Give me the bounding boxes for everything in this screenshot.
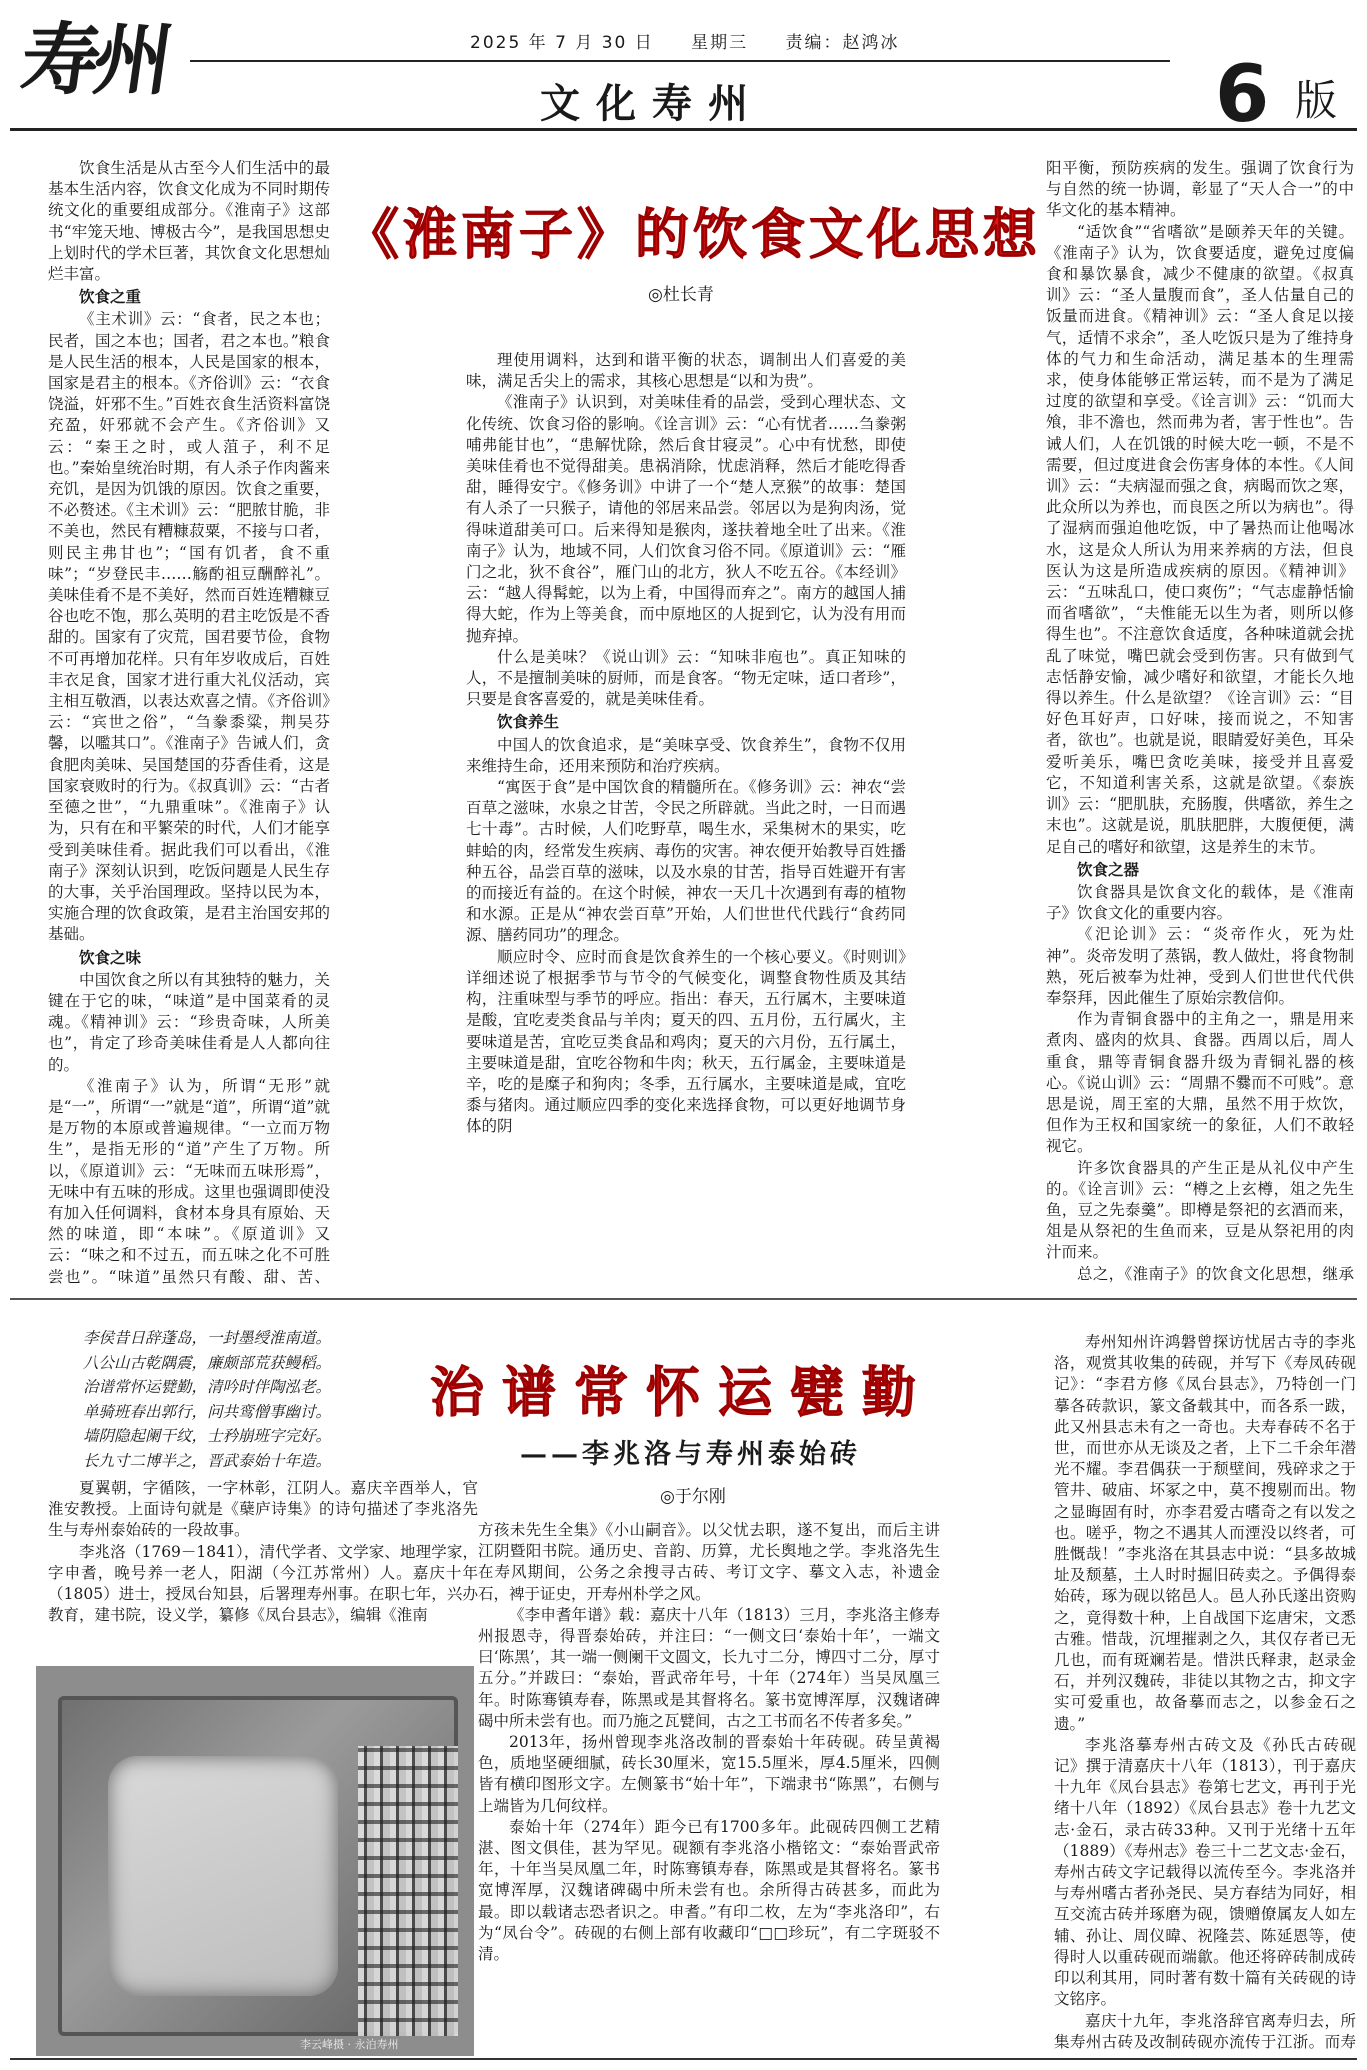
poem-line: 长九寸二博半之，晋武泰始十年造。 <box>83 1451 332 1470</box>
article1-byline: ◎杜长青 <box>648 285 714 305</box>
paragraph: 总之，《淮南子》的饮食文化思想，继承 <box>1077 1264 1354 1283</box>
page-unit: 版 <box>1295 76 1338 125</box>
paragraph: 什么是美味？《说山训》云：“知味非庖也”。真正知味的人，不是擅制美味的厨师，而是食客。“物无定味，适口者珍”，只要是食客喜爱的，就是美味佳肴。 <box>466 647 906 709</box>
article2-title: 治谱常怀运甓勤 <box>430 1360 934 1424</box>
paragraph: 《李申耆年谱》载：嘉庆十八年（1813）三月，李兆洛主修寿州报恩寺，得晋泰始砖，并注曰：“一侧文曰‘泰始十年’，一端文曰‘陈黑’，其一端一侧阑干文圆文，长九寸二分，博四寸二分，厚寸五分。”并跋曰：“泰始，晋武帝年号，十年（274年）当吴凤凰三年。时陈骞镇寿春，陈黑或是其督将名。篆书宽博浑厚，汉魏诸碑碣中所未尝有也。而乃施之瓦甓间，古之工书而名不传者多矣。” <box>478 1605 940 1730</box>
article2-byline: ◎于尔刚 <box>660 1487 726 1507</box>
poem-line: 墙阴隐起阑干纹，士矜崩班字完好。 <box>83 1427 332 1445</box>
article1-column-1 <box>48 158 330 1286</box>
paragraph: 饮食生活是从古至今人们生活中的最基本生活内容，饮食文化成为不同时期传统文化的重要组成部分。《淮南子》这部书“牢笼天地、博极古今”，是我国思想史上划时代的学术巨著，其饮食文化思想灿烂丰富。 <box>48 159 330 284</box>
subheading: 饮食之重 <box>79 288 142 307</box>
article1-title: 《淮南子》的饮食文化思想 <box>345 202 1041 266</box>
paragraph: 泰始十年（274年）距今已有1700多年。此砚砖四侧工艺精湛、图文俱佳，甚为罕见。砚额有李兆洛小楷铭文：“泰始晋武帝年，十年当吴凤凰二年，时陈骞镇寿春，陈黑或是其督将名。篆书宽博浑厚，汉魏诸碑碣中所未尝有也。余所得古砖甚多，而此为最。即以载诸志恐者识之。申耆。”有印二枚，左为“李兆洛印”，右为“凤台令”。砖砚的右侧上部有收藏印“□□珍玩”，有二字斑驳不清。 <box>478 1817 940 1964</box>
paragraph: 《淮南子》认识到，对美味佳肴的品尝，受到心理状态、文化传统、饮食习俗的影响。《诠言训》云：“心有忧者……刍豢粥哺弗能甘也”，“患解忧除，然后食甘寝灵”。心中有忧愁，即使美味佳肴也不觉得甜美。患祸消除，忧虑消释，然后才能吃得香甜，睡得安宁。《修务训》中讲了一个“楚人烹猴”的故事：楚国有人杀了一只猴子，请他的邻居来品尝。邻居以为是狗肉汤，觉得味道甜美可口。后来得知是猴肉，遂扶着地全吐了出来。《淮南子》认为，地域不同，人们饮食习俗不同。《原道训》云：“雁门之北，狄不食谷”，雁门山的北方，狄人不吃五谷。《本经训》云：“越人得髯蛇，以为上肴，中国得而弃之”。南方的越国人捕得大蛇，作为上等美食，而中原地区的人捉到它，认为没有用而抛弃掉。 <box>466 393 906 645</box>
photo-caption: 李云峰摄 · 永泊寿州 <box>300 2038 399 2051</box>
article2-column-2 <box>478 1520 940 2054</box>
paragraph: 《淮南子》认为，所谓“无形”就是“一”，所谓“一”就是“道”，所谓“道”就是万物的本原或普遍规律。“一立而万物生”，是指无形的“道”产生了万物。所以，《原道训》云：“无味而五味形焉”，无味中有五味的形成。这里也强调即使没有加入任何调料，食材本身具有原始、天然的味道，即“本味”。《原道训》又云：“味之和不过五，而五味之化不可胜尝也”。“味道”虽然只有酸、甜、苦、 <box>48 1076 330 1286</box>
page-number: 6 <box>1215 50 1270 140</box>
paragraph: “寓医于食”是中国饮食的精髓所在。《修务训》云：神农“尝百草之滋味，水泉之甘苦，令民之所辟就。当此之时，一日而遇七十毒”。古时候，人们吃野草，喝生水，采集树木的果实，吃蚌蛤的肉，经常发生疾病、毒伤的灾害。神农便开始教导百姓播种五谷，品尝百草的滋味，以及水泉的甘苦，指导百姓避开有害的而接近有益的。在这个时候，神农一天几十次遇到有毒的植物和水源。正是从“神农尝百草”开始，人们世世代代践行“食药同源、膳药同功”的理念。 <box>466 778 906 945</box>
dateline <box>470 28 930 53</box>
article2-subtitle: ——李兆洛与寿州泰始砖 <box>520 1439 861 1470</box>
paragraph: 嘉庆十九年，李兆洛辞官离寿归去，所集寿州古砖及改制砖砚亦流传于江浙。而寿 <box>1054 2011 1356 2051</box>
issue-weekday: 星期三 <box>691 33 749 53</box>
subheading: 饮食之味 <box>79 948 142 967</box>
paragraph: 2013年，扬州曾现李兆洛改制的晋泰始十年砖砚。砖呈黄褐色，质地坚硬细腻，砖长30厘米，宽15.5厘米，厚4.5厘米，四侧皆有横印图形文字。左侧篆书“始十年”，下端隶书“陈黑”，右侧与上端皆为几何纹样。 <box>478 1733 940 1815</box>
paragraph: “适饮食”“省嗜欲”是颐养天年的关键。《淮南子》认为，饮食要适度，避免过度偏食和暴饮暴食，减少不健康的欲望。《叔真训》云：“圣人量腹而食”，圣人估量自己的饭量而进食。《精神训》云：“圣人食足以接气，适情不求余”，圣人吃饭只是为了维持身体的气力和生命活动，满足基本的生理需求，使身体能够正常运转，而不是为了满足过度的欲望和享受。《诠言训》云：“饥而大飧，非不澹也，然而弗为者，害于性也”。告诫人们，人在饥饿的时候大吃一顿，不是不需要，但过度进食会伤害身体的本性。《人间训》云：“夫病湿而强之食，病暍而饮之寒，此众所以为养也，而良医之所以为病也”。得了湿病而强迫他吃饭，中了暑热而让他喝冰水，这是众人所认为用来养病的方法，但良医认为这是所造成疾病的原因。《精神训》云：“五味乱口，使口爽伤”；“气志虚静恬愉而省嗜欲”，“夫惟能无以生为者，则所以修得生也”。不注意饮食适度，各种味道就会扰乱了味觉，嘴巴就会受到伤害。只有做到气志恬静安愉，减少嗜好和欲望，才能长久地得以养生。什么是欲望？《诠言训》云：“目好色耳好声，口好味，接而说之，不知害者，欲也”。也就是说，眼睛爱好美色，耳朵爱听美乐，嘴巴贪吃美味，接受并且喜爱它，不知道利害关系，这就是欲望。《泰族训》云：“肥肌肤，充肠腹，供嗜欲，养生之末也”。这就是说，肌肤肥胖，大腹便便，满足自己的嗜好和欲望，这是养生的末节。 <box>1046 222 1354 856</box>
poem-line: 治谱常怀运甓勤，清吟时伴陶泓老。 <box>83 1378 332 1396</box>
masthead-rule <box>190 60 1170 62</box>
masthead-bottom-rule <box>10 128 1357 131</box>
paragraph: 作为青铜食器中的主角之一，鼎是用来煮肉、盛肉的炊具、食器。西周以后，周人重食，鼎等青铜食器升级为青铜礼器的核心。《说山训》云：“周鼎不爨而不可贱”。意思是说，周王室的大鼎，虽然不用于炊饮，但作为王权和国家统一的象征，人们不敢轻视它。 <box>1046 1010 1354 1156</box>
paragraph: 中国饮食之所以有其独特的魅力，关键在于它的味，“味道”是中国菜肴的灵魂。《精神训》云：“珍贵奇味，人所美也”，肯定了珍奇美味佳肴是人人都向往的。 <box>48 970 330 1074</box>
poem-line: 李侯昔日辞蓬岛，一封墨绶淮南道。 <box>83 1329 332 1347</box>
article2-poem <box>52 1326 412 1476</box>
article2-column-3 <box>1054 1332 1356 2054</box>
inkstone-well <box>108 1756 338 1996</box>
newspaper-logo: 寿州 <box>15 15 173 106</box>
brick-inkstone-image <box>58 1696 458 2036</box>
paragraph: 李兆洛（1769－1841），清代学者、文学家、地理学家，字申耆，晚号养一老人，阳湖（今江苏常州）人。嘉庆十年（1805）进士，授凤台知县，后署理寿州事。在职七年，兴办教育，建书院，设义学，纂修《凤台县志》，编辑《淮南 <box>48 1542 478 1625</box>
poem-line: 单骑班春出郭行，问共鸾僧事幽讨。 <box>83 1402 332 1421</box>
poem-line: 八公山古乾隅震，廉颇部荒获鳗稻。 <box>83 1353 332 1372</box>
paragraph: 《主术训》云：“食者，民之本也；民者，国之本也；国者，君之本也。”粮食是人民生活的根本，人民是国家的根本，国家是君主的根本。《齐俗训》云：“衣食饶溢，奸邪不生。”百姓衣食生活资料富饶充盈，奸邪就不会产生。《齐俗训》又云：“秦王之时，或人菹子，利不足也。”秦始皇统治时期，有人杀子作肉酱来充饥，是因为饥饿的原因。饮食之重要，不必赘述。《主术训》云：“肥脓甘脆，非不美也，然民有糟糠菽粟，不接与口者，则民主弗甘也”；“国有饥者，食不重味”；“岁登民丰……觞酌祖豆酬醉礼”。美味佳肴不是不美好，然而百姓连糟糠豆谷也吃不饱，那么英明的君主吃饭是不香甜的。国家有了灾荒，国君要节俭，食物不可再增加花样。只有年岁收成后，百姓丰衣足食，国家才进行重大礼仪活动，宾主相互敬酒，以表达欢喜之情。《齐俗训》云：“宾世之俗”，“刍豢黍粱，荆吴芬馨，以嚂其口”。《淮南子》告诫人们，贪食肥肉美味、吴国楚国的芬香佳肴，这是国家衰败时的行为。《叔真训》云：“古者至德之世”，“九鼎重味”。《淮南子》认为，只有在和平繁荣的时代，人们才能享受到美味佳肴。据此我们可以看出，《淮南子》深刻认识到，吃饭问题是人民生存的大事，关乎治国理政。坚持以民为本，实施合理的饮食政策，是君主治国安邦的基础。 <box>48 310 330 944</box>
section-title: 文化寿州 <box>540 80 764 127</box>
editor-credit: 责编：赵鸿冰 <box>785 33 900 53</box>
article2-column-1 <box>48 1478 478 1664</box>
paragraph: 阳平衡，预防疾病的发生。强调了饮食行为与自然的统一协调，彰显了“天人合一”的中华文化的基本精神。 <box>1046 159 1354 220</box>
subheading: 饮食养生 <box>497 713 560 732</box>
page-bottom-rule <box>10 2058 1357 2060</box>
paragraph: 《汜论训》云：“炎帝作火，死为灶神”。炎帝发明了蒸锅，教人做灶，将食物制熟，死后被奉为灶神，受到人们世世代代供奉祭拜，因此催生了原始宗教信仰。 <box>1046 925 1354 1007</box>
paragraph: 中国人的饮食追求，是“美味享受、饮食养生”，食物不仅用来维持生命，还用来预防和治疗疾病。 <box>466 735 906 775</box>
paragraph: 李兆洛摹寿州古砖文及《孙氏古砖砚记》撰于清嘉庆十八年（1813），刊于嘉庆十九年《凤台县志》卷第七艺文，再刊于光绪十八年（1892）《凤台县志》卷十九艺文志·金石，录古砖33种。又刊于光绪十五年（1889）《寿州志》卷三十二艺文志·金石，寿州古砖文字记载得以流传至今。李兆洛并与寿州嗜古者孙尧民、吴方春结为同好，相互交流古砖并琢磨为砚，馈赠僚属友人如左辅、孙让、周仪暐、祝隆芸、陈延恩等，使得时人以重砖砚而端歙。他还将碎砖制成砖印以利其用，同时著有数十篇有关砖砚的诗文铭序。 <box>1054 1735 1356 2009</box>
issue-date: 2025 年 7 月 30 日 <box>470 33 654 53</box>
paragraph: 饮食器具是饮食文化的载体，是《淮南子》饮食文化的重要内容。 <box>1046 882 1354 923</box>
paragraph: 寿州知州许鸿磐曾探访忧居古寺的李兆洛，观赏其收集的砖砚，并写下《寿凤砖砚记》：“李君方修《凤台县志》，乃特创一门摹各砖款识，篆文备载其中，而各系一跋，此又州县志未有之一奇也。夫寿春砖不名于世，而世亦从无谈及之者，上下二千余年潜光不耀。李君偶获一于颓壁间，残碎求之于管井、破庙、坏冢之中，莫不搜剔而出。物之显晦固有时，亦李君爱古嗜奇之有以发之也。嗟乎，物之不遇其人而湮没以终者，可胜慨哉！”李兆洛在其县志中说：“县多故城址及颓墓，土人时时掘旧砖卖之。予偶得泰始砖，琢为砚以铭邑人。邑人孙氏遂出资购之，竟得数十种，上自战国下迄唐宋，文悉古雅。惜哉，沉埋摧剥之久，其仅存者已无几也，而有斑斓若是。惜洪氏释隶，赵录金石，并列汉魏砖，非徒以其物之古，抑文字实可爱重也，故备摹而志之，以参金石之遗。” <box>1054 1333 1356 1733</box>
paragraph: 理使用调料，达到和谐平衡的状态，调制出人们喜爱的美味，满足舌尖上的需求，其核心思想是“以和为贵”。 <box>466 351 906 391</box>
article1-column-3 <box>1046 158 1354 1286</box>
paragraph: 方孩未先生全集》《小山嗣音》。以父忧去职，遂不复出，而后主讲江阴暨阳书院。通历史、音韵、历算，尤长舆地之学。李兆洛先生在寿风期间，公务之余搜寻古砖、考订文字、摹文入志，补遗金石，裨于证史，开寿州朴学之风。 <box>478 1521 940 1603</box>
brick-rubbing-photo <box>36 1666 474 2056</box>
paragraph: 顺应时令、应时而食是饮食养生的一个核心要义。《时则训》详细述说了根据季节与节令的气候变化，调整食物性质及其结构，注重味型与季节的呼应。指出：春天，五行属木，主要味道是酸，宜吃麦类食品与羊肉；夏天的四、五月份，五行属火，主要味道是苦，宜吃豆类食品和鸡肉；夏天的六月份，五行属土，主要味道是甜，宜吃谷物和牛肉；秋天，五行属金，主要味道是辛，吃的是糜子和狗肉；冬季，五行属水，主要味道是咸，宜吃黍与猪肉。通过顺应四季的变化来选择食物，可以更好地调节身体的阴 <box>466 947 906 1136</box>
paragraph: 夏翼朝，字循陔，一字林彰，江阴人。嘉庆辛酉举人，官淮安教授。上面诗句就是《蘖庐诗集》的诗句描述了李兆洛先生与寿州泰始砖的一段故事。 <box>48 1479 478 1540</box>
subheading: 饮食之器 <box>1077 860 1140 879</box>
paragraph: 许多饮食器具的产生正是从礼仪中产生的。《诠言训》云：“樽之上玄樽，俎之先生鱼，豆之先泰羹”。即樽是祭祀的玄酒而来，俎是从祭祀的生鱼而来，豆是从祭祀用的肉汁而来。 <box>1046 1158 1354 1262</box>
article1-column-2 <box>466 350 906 1286</box>
article-divider <box>10 1298 1357 1300</box>
